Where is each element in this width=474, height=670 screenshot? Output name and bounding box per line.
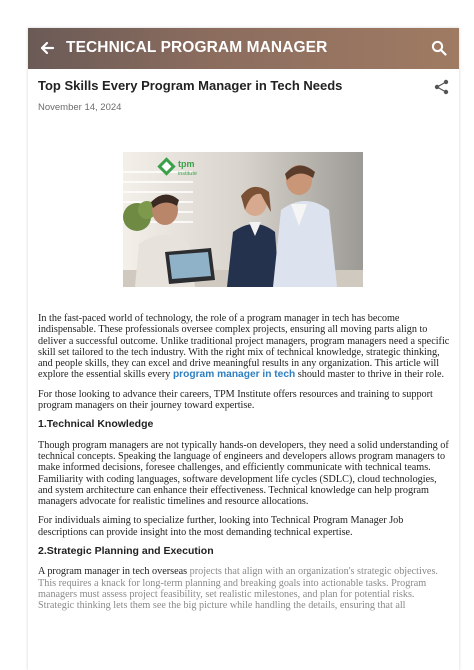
search-icon[interactable] xyxy=(431,40,447,56)
post-date: November 14, 2024 xyxy=(38,102,122,113)
post-title: Top Skills Every Program Manager in Tech Needs xyxy=(38,78,343,93)
logo-text: tpm xyxy=(178,159,195,169)
intro-paragraph xyxy=(38,313,450,381)
back-arrow-icon[interactable] xyxy=(37,38,57,58)
hero-image xyxy=(123,152,363,287)
share-icon[interactable] xyxy=(434,79,449,95)
paragraph-5-faded: projects that align with an organization's strategic objectives. This requires a knack for long-term planning and breaking goals into actionable tasks. Program managers must assess project feasibility, set realistic milestones, and plan for potential risks. Strategic thinking lets them see the big picture while handling the details, ensuring that all xyxy=(38,566,438,612)
paragraph-3: Though program managers are not typically hands-on developers, they need a solid understanding of technical concepts. Speaking the language of engineers and developers allows program managers to make informed decisions, foresee challenges, and efficiently communicate with technical teams. Familiarity with coding languages, software development life cycles (SDLC), cloud technologies, and system architecture can enhance their effectiveness. Technical knowledge can help program managers advocate for realistic timelines and resource allocations. xyxy=(38,439,449,508)
post-body xyxy=(38,313,450,620)
paragraph-2: For those looking to advance their careers, TPM Institute offers resources and training to support program managers on their journey toward expertise. xyxy=(38,388,433,412)
logo-subtext: institute xyxy=(178,171,197,177)
program-manager-link[interactable]: program manager in tech xyxy=(172,369,296,381)
app-bar xyxy=(28,28,459,69)
intro-text-end: should master to thrive in their role. xyxy=(295,369,445,381)
heading-technical-knowledge: 1.Technical Knowledge xyxy=(38,418,154,431)
blog-title[interactable]: TECHNICAL PROGRAM MANAGER xyxy=(66,39,328,56)
paragraph-4: For individuals aiming to specialize further, looking into Technical Program Manager Job descriptions can provide insight into the most demanding technical expertise. xyxy=(38,515,404,538)
paragraph-5-start: A program manager in tech overseas xyxy=(38,566,190,578)
post-card xyxy=(28,28,459,670)
paragraph-5 xyxy=(38,566,450,611)
intro-text: In the fast-paced world of technology, the role of a program manager in tech has become indispensable. These professionals oversee complex projects, ensuring all moving parts align to deliver a successful outcome. Unlike traditional project managers, program managers need a specific skill set tailored to the tech industry. With the right mix of technical knowledge, strategic thinking, and people skills, they can excel and drive meaningful results in any organization. This article will explore the essential skills every xyxy=(38,313,450,381)
heading-strategic-planning: 2.Strategic Planning and Execution xyxy=(38,545,214,558)
